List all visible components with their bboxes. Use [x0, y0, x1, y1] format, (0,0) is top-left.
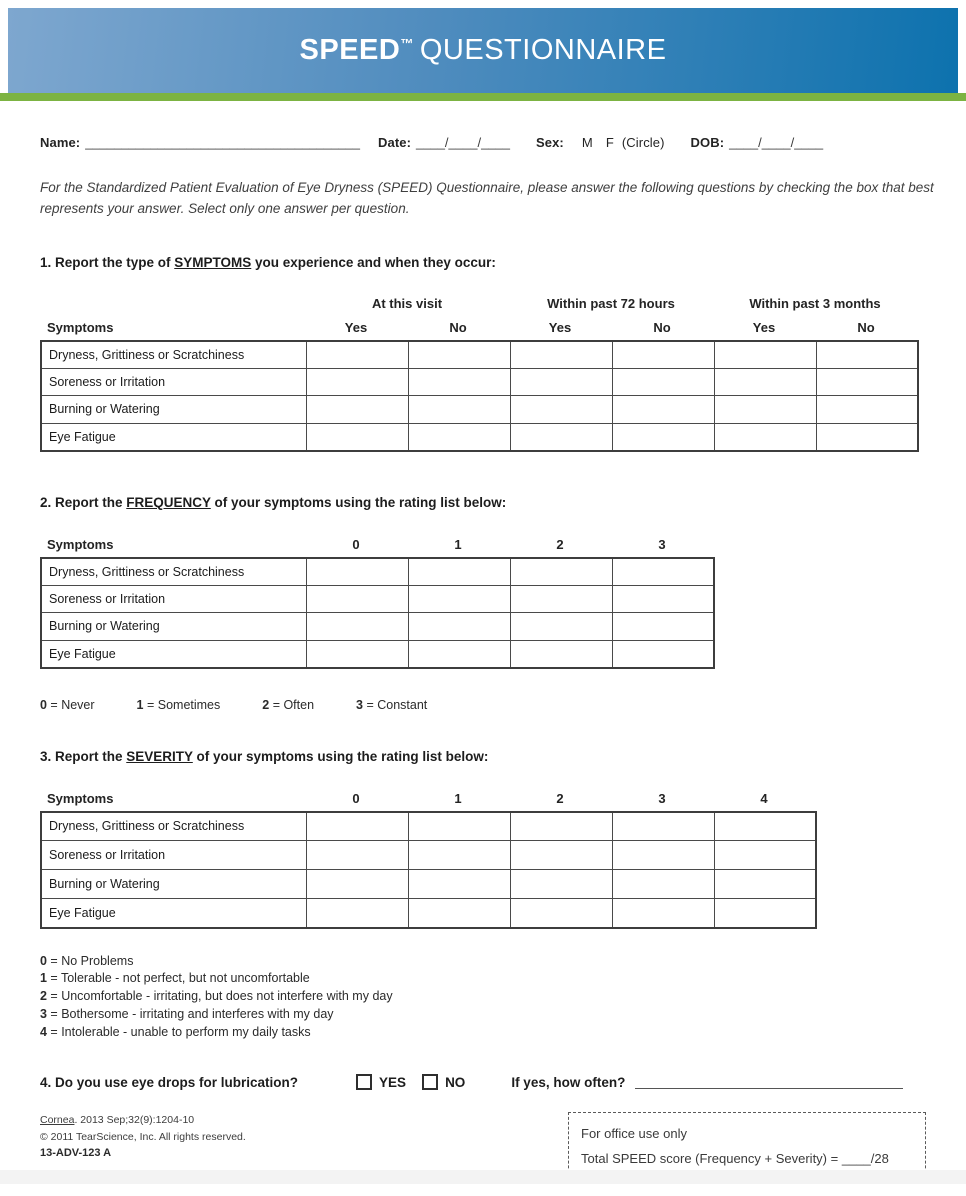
q1-answer-cell[interactable]: [510, 423, 612, 451]
symptom-label: Dryness, Grittiness or Scratchiness: [41, 558, 306, 586]
table-row: [41, 396, 918, 424]
q2-answer-cell[interactable]: [408, 585, 510, 613]
q1-answer-cell[interactable]: [510, 341, 612, 369]
q2-symptoms-header: Symptoms: [47, 536, 114, 552]
table-row: [41, 423, 918, 451]
question2-heading: 2. Report the FREQUENCY of your symptoms using the rating list below:: [40, 494, 507, 510]
q1-answer-cell[interactable]: [816, 423, 918, 451]
no-label: NO: [445, 1074, 466, 1090]
q1-answer-cell[interactable]: [714, 341, 816, 369]
q3-symptoms-header: Symptoms: [47, 790, 114, 806]
q1-answer-cell[interactable]: [816, 396, 918, 424]
question3-heading: 3. Report the SEVERITY of your symptoms using the rating list below:: [40, 748, 489, 764]
symptom-label: Eye Fatigue: [41, 899, 306, 928]
sex-label: Sex:: [536, 135, 564, 150]
page-bottom-strip: [0, 1170, 966, 1184]
table-row: [41, 841, 816, 870]
q1-answer-cell[interactable]: [612, 423, 714, 451]
q3-answer-cell[interactable]: [510, 841, 612, 870]
sex-circle-note: (Circle): [621, 135, 665, 150]
q1-group-past-3-months: Within past 3 months: [749, 295, 881, 311]
q1-answer-cell[interactable]: [612, 368, 714, 396]
q1-answer-cell[interactable]: [306, 341, 408, 369]
q3-severity-table: [40, 811, 817, 929]
symptom-label: Eye Fatigue: [41, 423, 306, 451]
q1-answer-cell[interactable]: [408, 423, 510, 451]
q3-answer-cell[interactable]: [714, 870, 816, 899]
date-label: Date:: [378, 135, 412, 150]
q2-answer-cell[interactable]: [612, 640, 714, 668]
journal-name: Cornea: [40, 1114, 75, 1127]
q2-answer-cell[interactable]: [408, 558, 510, 586]
dob-blank[interactable]: ____/____/____: [729, 135, 824, 150]
q2-answer-cell[interactable]: [306, 558, 408, 586]
q1-symptoms-header: Symptoms: [47, 319, 114, 335]
q2-answer-cell[interactable]: [612, 558, 714, 586]
q3-answer-cell[interactable]: [408, 870, 510, 899]
q2-answer-cell[interactable]: [306, 613, 408, 641]
no-checkbox[interactable]: [422, 1074, 438, 1090]
q2-answer-cell[interactable]: [510, 558, 612, 586]
symptom-label: Eye Fatigue: [41, 640, 306, 668]
q3-answer-cell[interactable]: [612, 841, 714, 870]
q1-answer-cell[interactable]: [510, 396, 612, 424]
office-use-label: For office use only: [581, 1126, 687, 1142]
question4-heading: 4. Do you use eye drops for lubrication?: [40, 1074, 299, 1090]
table-row: [41, 640, 714, 668]
q1-timeframe-header-row: [40, 296, 926, 311]
table-row: [41, 585, 714, 613]
q3-answer-cell[interactable]: [612, 899, 714, 928]
trademark-symbol: ™: [400, 36, 414, 52]
table-row: [41, 812, 816, 841]
table-row: [41, 341, 918, 369]
legend-item: 3 = Bothersome - irritating and interferes with my day: [40, 1006, 334, 1021]
sex-option-female[interactable]: F: [605, 135, 614, 150]
citation-line: Cornea. 2013 Sep;32(9):1204-10: [40, 1114, 195, 1127]
table-row: [41, 558, 714, 586]
dob-label: DOB:: [690, 135, 725, 150]
if-yes-label: If yes, how often?: [511, 1074, 626, 1090]
q1-answer-cell[interactable]: [816, 341, 918, 369]
score-blank[interactable]: ____: [841, 1151, 871, 1167]
table-row: [41, 368, 918, 396]
q1-answer-cell[interactable]: [510, 368, 612, 396]
q2-answer-cell[interactable]: [306, 585, 408, 613]
q2-answer-cell[interactable]: [612, 585, 714, 613]
q1-answer-cell[interactable]: [306, 396, 408, 424]
symptom-label: Burning or Watering: [41, 396, 306, 424]
symptom-label: Burning or Watering: [41, 870, 306, 899]
sex-option-male[interactable]: M: [581, 135, 593, 150]
q1-answer-cell[interactable]: [612, 396, 714, 424]
q1-symptoms-table: [40, 340, 919, 452]
name-label: Name:: [40, 135, 81, 150]
q3-answer-cell[interactable]: [510, 899, 612, 928]
q2-answer-cell[interactable]: [612, 613, 714, 641]
table-row: [41, 899, 816, 928]
legend-item: 3 = Constant: [356, 697, 428, 712]
symptom-label: Dryness, Grittiness or Scratchiness: [41, 812, 306, 841]
q1-column-header-row: Symptoms Yes No Yes No Yes No: [40, 320, 926, 335]
q1-group-past-72-hours: Within past 72 hours: [547, 295, 675, 311]
legend-item: 2 = Uncomfortable - irritating, but does not interfere with my day: [40, 989, 393, 1004]
q3-answer-cell[interactable]: [408, 899, 510, 928]
q3-answer-cell[interactable]: [714, 812, 816, 841]
citation-block: [40, 1112, 246, 1162]
total-score-line: Total SPEED score (Frequency + Severity) = ____/28: [581, 1151, 889, 1167]
severity-legend: [40, 953, 926, 1042]
q3-answer-cell[interactable]: [612, 870, 714, 899]
q3-answer-cell[interactable]: [612, 812, 714, 841]
title-speed: SPEED: [299, 34, 401, 66]
q1-answer-cell[interactable]: [408, 341, 510, 369]
question4-row: [40, 1074, 926, 1090]
how-often-blank[interactable]: [635, 1075, 903, 1089]
q2-answer-cell[interactable]: [510, 640, 612, 668]
q2-answer-cell[interactable]: [408, 640, 510, 668]
q3-answer-cell[interactable]: [510, 812, 612, 841]
frequency-legend: [40, 698, 926, 712]
q1-answer-cell[interactable]: [612, 341, 714, 369]
symptoms-underlined: SYMPTOMS: [174, 254, 252, 270]
q3-answer-cell[interactable]: [714, 841, 816, 870]
q2-frequency-table: [40, 557, 715, 669]
q3-answer-cell[interactable]: [408, 841, 510, 870]
header-banner: [8, 8, 958, 93]
symptom-label: Burning or Watering: [41, 613, 306, 641]
document-code: 13-ADV-123 A: [40, 1146, 112, 1159]
symptom-label: Soreness or Irritation: [41, 841, 306, 870]
q2-answer-cell[interactable]: [408, 613, 510, 641]
q1-group-at-this-visit: At this visit: [371, 295, 443, 311]
q1-answer-cell[interactable]: [714, 423, 816, 451]
q1-answer-cell[interactable]: [408, 396, 510, 424]
q1-answer-cell[interactable]: [816, 368, 918, 396]
legend-item: 1 = Tolerable - not perfect, but not uncomfortable: [40, 971, 310, 986]
q3-answer-cell[interactable]: [306, 841, 408, 870]
frequency-underlined: FREQUENCY: [126, 494, 211, 510]
q1-answer-cell[interactable]: [408, 368, 510, 396]
patient-info-row: [40, 135, 926, 150]
q1-answer-cell[interactable]: [306, 368, 408, 396]
q3-answer-cell[interactable]: [714, 899, 816, 928]
legend-item: 1 = Sometimes: [136, 697, 221, 712]
q3-column-header-row: Symptoms 0 1 2 3 4: [40, 791, 926, 806]
page-title: [300, 34, 667, 67]
yes-checkbox[interactable]: [356, 1074, 372, 1090]
q2-answer-cell[interactable]: [306, 640, 408, 668]
green-accent-bar: [0, 93, 966, 101]
date-blank[interactable]: ____/____/____: [416, 135, 510, 150]
intro-instructions: For the Standardized Patient Evaluation of Eye Dryness (SPEED) Questionnaire, please answer the following questions by checking the box that best represents your answer. Select only one answer per question.: [40, 180, 934, 217]
name-blank[interactable]: ______________________________________: [85, 135, 360, 150]
table-row: [41, 613, 714, 641]
table-row: [41, 870, 816, 899]
legend-item: 4 = Intolerable - unable to perform my daily tasks: [40, 1024, 311, 1039]
copyright-line: © 2011 TearScience, Inc. All rights reserved.: [40, 1130, 246, 1143]
q3-answer-cell[interactable]: [510, 870, 612, 899]
q3-answer-cell[interactable]: [306, 870, 408, 899]
title-questionnaire: QUESTIONNAIRE: [419, 34, 667, 66]
yes-label: YES: [379, 1074, 407, 1090]
symptom-label: Soreness or Irritation: [41, 368, 306, 396]
q3-answer-cell[interactable]: [306, 899, 408, 928]
q3-answer-cell[interactable]: [306, 812, 408, 841]
q2-answer-cell[interactable]: [510, 585, 612, 613]
legend-item: 0 = Never: [40, 697, 95, 712]
legend-item: 2 = Often: [262, 697, 315, 712]
q1-answer-cell[interactable]: [714, 368, 816, 396]
q1-answer-cell[interactable]: [306, 423, 408, 451]
q3-answer-cell[interactable]: [408, 812, 510, 841]
q1-answer-cell[interactable]: [714, 396, 816, 424]
symptom-label: Soreness or Irritation: [41, 585, 306, 613]
symptom-label: Dryness, Grittiness or Scratchiness: [41, 341, 306, 369]
q2-answer-cell[interactable]: [510, 613, 612, 641]
question1-heading: 1. Report the type of SYMPTOMS you experience and when they occur:: [40, 254, 496, 270]
legend-item: 0 = No Problems: [40, 953, 134, 968]
severity-underlined: SEVERITY: [126, 748, 193, 764]
q2-column-header-row: Symptoms 0 1 2 3: [40, 537, 926, 552]
